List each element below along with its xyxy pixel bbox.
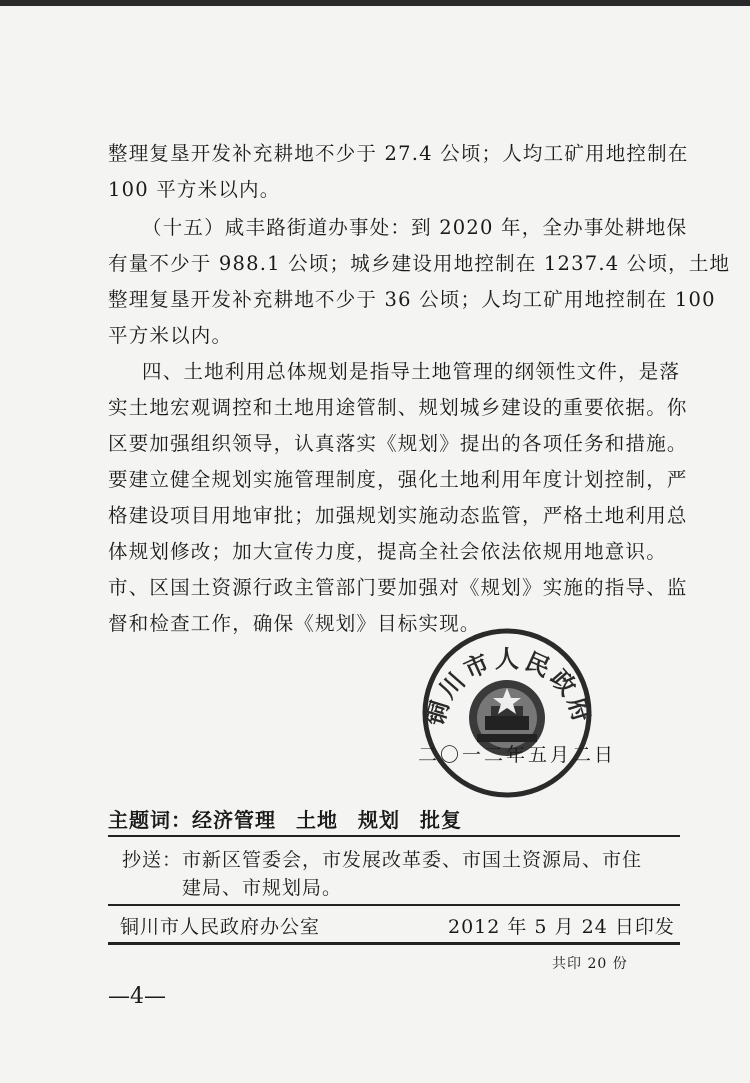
copies-count: 共印 20 份	[552, 956, 628, 972]
body-line: 实土地宏观调控和土地用途管制、规划城乡建设的重要依据。你	[108, 396, 688, 419]
body-line: 要建立健全规划实施管理制度，强化土地利用年度计划控制，严	[108, 468, 688, 491]
cc-line-2: 建局、市规划局。	[182, 877, 343, 899]
body-line: 100 平方米以内。	[108, 178, 281, 201]
body-line: 督和检查工作，确保《规划》目标实现。	[108, 612, 481, 635]
seal-text: 铜川市人民政府	[420, 645, 598, 729]
body-line: 四、土地利用总体规划是指导土地管理的纲领性文件，是落	[142, 360, 681, 383]
issuer: 铜川市人民政府办公室	[120, 916, 321, 938]
official-seal	[415, 618, 600, 803]
divider	[108, 904, 680, 906]
issued-date: 2012 年 5 月 24 日印发	[448, 916, 675, 938]
body-line: 有量不少于 988.1 公顷；城乡建设用地控制在 1237.4 公顷，土地	[108, 252, 731, 275]
body-line: 格建设项目用地审批；加强规划实施动态监管，严格土地利用总	[108, 504, 688, 527]
keyword: 经济管理	[192, 808, 276, 832]
issue-date: 二〇一二年五月二日	[418, 744, 617, 766]
divider	[108, 835, 680, 837]
body-line: （十五）咸丰路街道办事处：到 2020 年，全办事处耕地保	[142, 216, 688, 239]
keyword: 规划	[358, 808, 400, 832]
body-line: 市、区国土资源行政主管部门要加强对《规划》实施的指导、监	[108, 576, 688, 599]
subject-label: 主题词：	[108, 808, 192, 832]
body-line: 整理复垦开发补充耕地不少于 27.4 公顷；人均工矿用地控制在	[108, 142, 689, 165]
keyword: 批复	[420, 808, 462, 832]
divider	[108, 942, 680, 945]
body-line: 整理复垦开发补充耕地不少于 36 公顷；人均工矿用地控制在 100	[108, 288, 716, 311]
cc-line-1: 抄送：市新区管委会，市发展改革委、市国土资源局、市住	[122, 849, 643, 871]
body-line: 体规划修改；加大宣传力度，提高全社会依法依规用地意识。	[108, 540, 667, 563]
scan-edge	[0, 0, 750, 6]
subject-keywords	[108, 804, 482, 833]
body-line: 平方米以内。	[108, 324, 233, 347]
body-line: 区要加强组织领导，认真落实《规划》提出的各项任务和措施。	[108, 432, 688, 455]
page-number: —4—	[108, 984, 166, 1009]
keyword: 土地	[296, 808, 338, 832]
